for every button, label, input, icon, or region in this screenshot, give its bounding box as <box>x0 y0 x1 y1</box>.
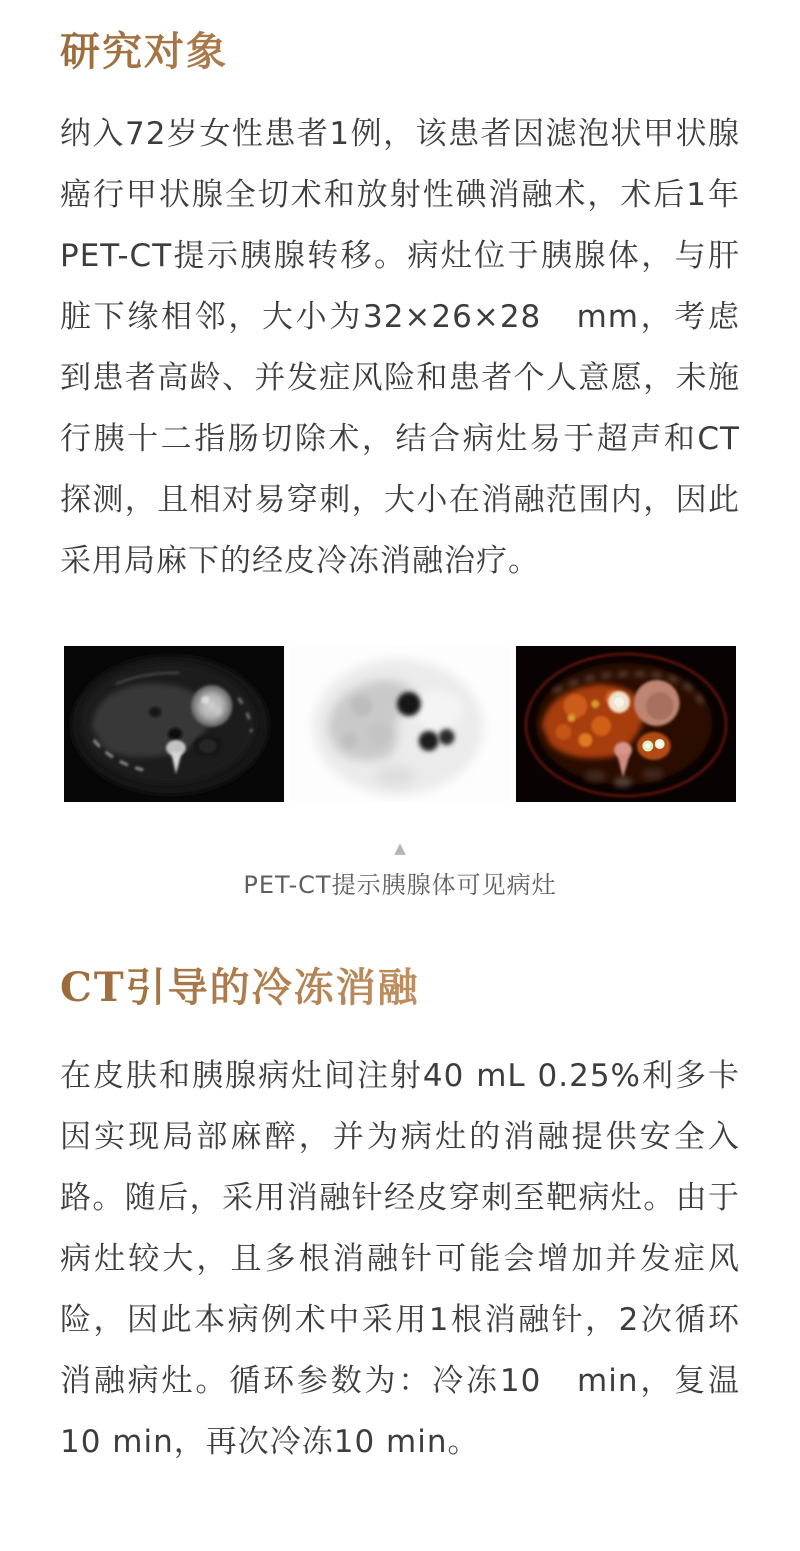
caption-triangle-up-icon: ▲ <box>394 839 406 857</box>
paragraph-cryoablation: 在皮肤和胰腺病灶间注射40 mL 0.25%利多卡因实现局部麻醉，并为病灶的消融提供安全入路。随后，采用消融针经皮穿刺至靶病灶。由于病灶较大，且多根消融针可能会增加并发症风险，因此本病例术中采用1根消融针，2次循环消融病灶。循环参数为：冷冻10 min，复温10 min，再次冷冻10 min。 <box>60 1058 740 1460</box>
figure-caption: PET-CT提示胰腺体可见病灶 <box>243 871 557 899</box>
section-ct-guided-cryoablation <box>60 966 740 1473</box>
section-research-subject <box>60 30 740 592</box>
paragraph-research-subject: 纳入72岁女性患者1例，该患者因滤泡状甲状腺癌行甲状腺全切术和放射性碘消融术，术后1年PET-CT提示胰腺转移。病灶位于胰腺体，与肝脏下缘相邻，大小为32×26×28 mm，考虑到患者高龄、并发症风险和患者个人意愿，未施行胰十二指肠切除术，结合病灶易于超声和CT探测，且相对易穿刺，大小在消融范围内，因此采用局麻下的经皮冷冻消融治疗。 <box>60 116 740 579</box>
pet-ct-fusion-image <box>516 646 736 802</box>
pet-scan-image <box>290 646 510 802</box>
section-heading-cryoablation: CT引导的冷冻消融 <box>60 966 740 1010</box>
ct-scan-image <box>64 646 284 802</box>
section-heading-research-subject: 研究对象 <box>60 30 740 74</box>
figure-image-row <box>64 646 736 802</box>
pet-ct-figure <box>60 646 740 902</box>
